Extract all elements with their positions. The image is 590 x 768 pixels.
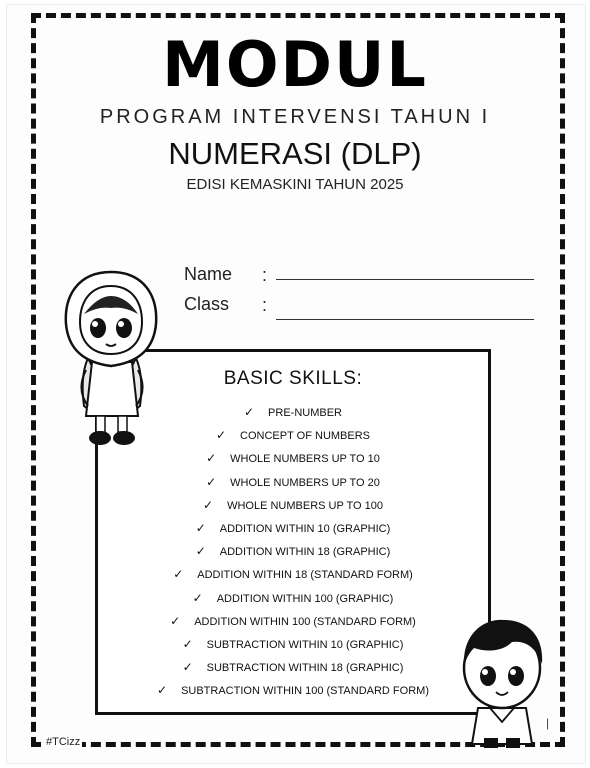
edition-subtitle: EDISI KEMASKINI TAHUN 2025 — [186, 176, 404, 193]
checkmark-icon: ✓ — [203, 497, 214, 512]
checkmark-icon: ✓ — [206, 474, 217, 489]
skill-item-label: WHOLE NUMBERS UP TO 100 — [227, 499, 383, 512]
skill-item-label: ADDITION WITHIN 100 (STANDARD FORM) — [194, 615, 416, 628]
cover-title: MODUL — [162, 28, 428, 101]
skill-item-label: PRE-NUMBER — [268, 407, 342, 419]
skill-item-label: ADDITION WITHIN 18 (STANDARD FORM) — [197, 569, 413, 582]
author-tag: #TCizz — [46, 736, 81, 748]
checkmark-icon: ✓ — [170, 613, 181, 628]
class-label: Class — [184, 294, 230, 314]
checkmark-icon: ✓ — [192, 590, 203, 605]
skill-item-label: ADDITION WITHIN 100 (GRAPHIC) — [216, 592, 394, 605]
checkmark-icon: ✓ — [173, 567, 184, 582]
checkmark-icon: ✓ — [195, 521, 206, 535]
name-colon: : — [262, 265, 268, 285]
class-write-line[interactable] — [276, 319, 534, 320]
skill-item — [98, 498, 488, 512]
girl-character-illustration — [58, 266, 164, 452]
boy-character-illustration — [452, 612, 552, 750]
checkmark-icon: ✓ — [206, 451, 217, 466]
basic-skills-heading: BASIC SKILLS: — [223, 368, 363, 389]
checkmark-icon: ✓ — [195, 544, 206, 559]
skill-item — [98, 451, 488, 465]
class-colon: : — [262, 295, 268, 315]
program-subtitle: PROGRAM INTERVENSI TAHUN I — [99, 106, 491, 128]
skill-item-label: ADDITION WITHIN 18 (GRAPHIC) — [219, 546, 391, 559]
skill-item — [98, 544, 488, 558]
skill-item — [98, 683, 488, 697]
skill-item-label: SUBTRACTION WITHIN 10 (GRAPHIC) — [206, 639, 404, 651]
skill-item — [98, 637, 488, 651]
skill-item — [98, 660, 488, 674]
checkmark-icon: ✓ — [157, 683, 168, 698]
name-label: Name — [184, 264, 233, 284]
skill-item — [98, 614, 488, 628]
skill-item — [98, 567, 488, 581]
subject-subtitle: NUMERASI (DLP) — [168, 136, 422, 171]
checkmark-icon: ✓ — [243, 405, 255, 419]
skill-item-label: SUBTRACTION WITHIN 100 (STANDARD FORM) — [181, 685, 429, 698]
skill-item — [98, 475, 488, 489]
skill-item — [98, 591, 488, 605]
skill-item-label: ADDITION WITHIN 10 (GRAPHIC) — [219, 523, 391, 535]
name-write-line[interactable] — [276, 279, 534, 280]
checkmark-icon: ✓ — [182, 660, 193, 675]
checkmark-icon: ✓ — [182, 637, 193, 651]
skill-item-label: WHOLE NUMBERS UP TO 20 — [230, 476, 380, 489]
checkmark-icon: ✓ — [215, 428, 227, 443]
page-mark: | — [546, 716, 550, 730]
skill-item-label: CONCEPT OF NUMBERS — [240, 430, 371, 443]
skill-item-label: WHOLE NUMBERS UP TO 10 — [230, 453, 380, 466]
skill-item — [98, 521, 488, 535]
skill-item-label: SUBTRACTION WITHIN 18 (GRAPHIC) — [206, 662, 404, 675]
